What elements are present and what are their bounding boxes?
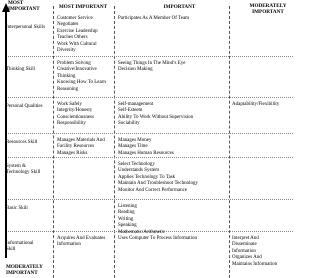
cell-line: Personal Qualities [6,104,43,109]
row-divider [8,133,293,134]
most-important-items [57,16,98,54]
header-moderately-important: MODERATELY IMPORTANT [249,3,287,15]
cell-line: System & [6,164,26,169]
cell-line: Reasoning [57,86,79,92]
cell-line: Select Technology [118,162,155,167]
cell-line: Writing [118,216,134,222]
cell-line: Basic Skill [6,206,28,211]
cell-line: Applies Technology To Task [118,174,176,180]
cell-line: Listening [118,204,137,209]
cell-line: Maintains Information [232,261,278,267]
row-divider [8,97,293,98]
skill-category-label [6,241,34,254]
cell-line: Speaking [118,223,137,229]
skill-category-label [6,206,28,212]
skill-category-label [6,104,43,110]
important-items [118,236,197,242]
cell-line: Creative/Innovative [57,67,97,73]
cell-line: Self-Esteem [118,108,143,114]
cell-line: Interpersonal Skills [6,25,46,30]
cell-line: Resources Skill [6,140,38,145]
most-important-items [57,138,105,157]
cell-line: Informational [6,241,34,246]
column-divider [114,6,115,278]
column-divider [229,6,230,278]
important-items [118,204,165,236]
cell-line: Manages Human Resources [118,150,174,156]
cell-line: Monitor And Correct Performance [118,187,188,193]
most-important-items [57,236,105,249]
cell-line: Customer Service [57,16,93,21]
cell-line: Disseminate [232,242,257,248]
moderately-important-items [232,236,277,268]
axis-top-label: MOST IMPORTANT [8,0,40,12]
cell-line: Participates As A Member Of Team [118,16,190,21]
important-items [118,16,189,22]
cell-line: Acquires And Evaluates [57,236,106,241]
cell-line: Manages Materials And [57,138,105,143]
important-items [118,61,185,74]
axis-bottom-label: MODERATELY IMPORTANT [6,264,43,276]
header-most-important: MOST IMPORTANT [58,4,108,10]
cell-line: Exercise Leadership [57,28,98,34]
cell-line: Thinking Skill [6,67,36,72]
cell-line: Work Safely [57,102,83,107]
cell-line: Interpret And [232,236,259,241]
cell-line: Conscientiousness [57,114,94,120]
moderately-important-items [232,102,279,108]
cell-line: Thinking [57,73,76,79]
header-important: IMPORTANT [163,4,196,10]
cell-line: Manages Risks [57,150,88,156]
cell-line: Facility Resources [57,144,95,150]
cell-line: Diversity [57,48,76,54]
cell-line: Uses Computer To Process Information [118,236,197,241]
cell-line: Information [232,248,256,254]
cell-line: Manages Time [118,144,148,150]
cell-line: Mathematic/Arithmetic [118,229,165,235]
cell-line: Integrity/Honesty [57,108,93,114]
cell-line: Skill [6,247,16,253]
cell-line: Organizes And [232,255,262,261]
cell-line: Information [57,242,81,248]
cell-line: Adaptability/Flexibility [232,102,280,107]
cell-line: Knowing How To Learn [57,80,106,86]
column-divider [53,6,54,278]
important-items [118,138,174,157]
row-divider [8,199,293,200]
skill-category-label [6,140,37,146]
cell-line: Decision Making [118,67,153,73]
cell-line: Work With Cultural [57,41,97,47]
most-important-items [57,102,94,128]
cell-line: Problem Solving [57,61,91,66]
cell-line: Responsibility [57,121,86,127]
cell-line: Negotiates [57,22,79,28]
skill-category-label [6,164,40,177]
cell-line: Teaches Others [57,35,88,41]
cell-line: Ability To Work Without Supervision [118,114,194,120]
cell-line: Maintain And Troubleshoot Technology [118,181,198,187]
skill-category-label [6,25,45,31]
important-items [118,102,193,128]
cell-line: Technology Skill [6,170,41,176]
cell-line: Sociability [118,121,140,127]
most-important-items [57,61,106,93]
important-items [118,162,198,194]
row-divider [8,56,293,57]
cell-line: Self-management [118,102,154,107]
cell-line: Seeing Things In The Mind’s Eye [118,61,186,66]
importance-arrow-shaft [5,11,7,258]
cell-line: Manages Money [118,138,152,143]
cell-line: Reading [118,210,135,216]
cell-line: Understands System [118,168,159,174]
skill-category-label [6,67,35,73]
